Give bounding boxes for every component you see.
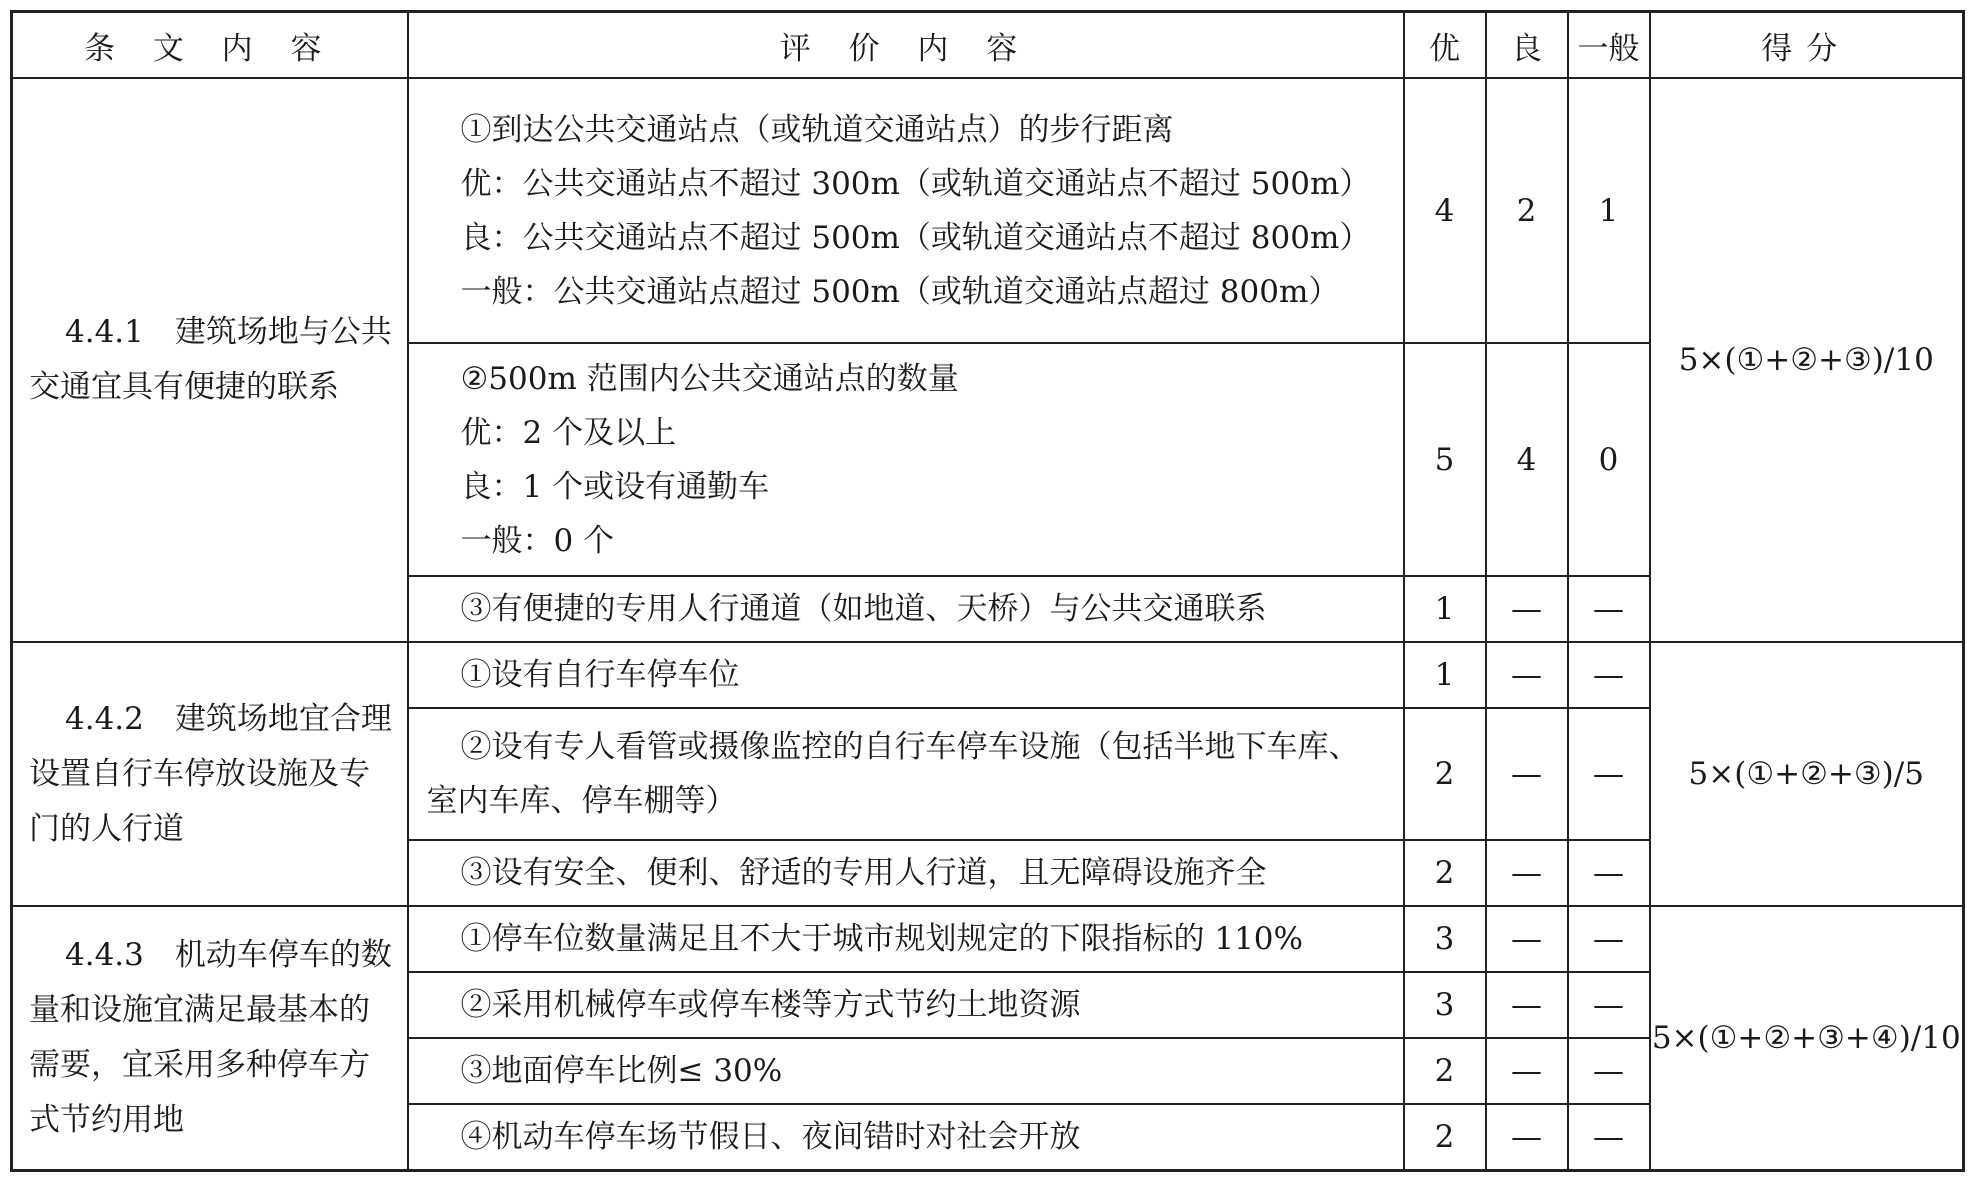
value-good: 4 <box>1486 343 1568 576</box>
criteria-line: ②设有专人看管或摄像监控的自行车停车设施（包括半地下车库、室内车库、停车棚等） <box>426 729 1360 819</box>
criteria-line: 一般：公共交通站点超过 500m（或轨道交通站点超过 800m） <box>460 273 1340 310</box>
value-excellent: 4 <box>1404 78 1486 343</box>
clause-text: 4.4.1 建筑场地与公共交通宜具有便捷的联系 <box>29 314 392 405</box>
criteria-line: ③设有安全、便利、舒适的专用人行道，且无障碍设施齐全 <box>460 855 1267 891</box>
criteria-line: ③有便捷的专用人行通道（如地道、天桥）与公共交通联系 <box>460 591 1267 627</box>
value-good: — <box>1486 576 1568 642</box>
value-average: — <box>1568 708 1650 840</box>
value-average: — <box>1568 906 1650 972</box>
header-average: 一般 <box>1568 12 1650 79</box>
criteria-line: 良：1 个或设有通勤车 <box>460 468 770 505</box>
value-excellent: 2 <box>1404 708 1486 840</box>
criteria-cell <box>408 972 1404 1038</box>
value-good: — <box>1486 642 1568 708</box>
criteria-line: ①到达公共交通站点（或轨道交通站点）的步行距离 <box>460 111 1174 148</box>
criteria-cell <box>408 642 1404 708</box>
header-criteria: 评 价 内 容 <box>408 12 1404 79</box>
value-average: 1 <box>1568 78 1650 343</box>
criteria-cell <box>408 906 1404 972</box>
criteria-line: 优：公共交通站点不超过 300m（或轨道交通站点不超过 500m） <box>460 165 1371 202</box>
value-good: — <box>1486 1038 1568 1104</box>
value-average: — <box>1568 840 1650 906</box>
value-excellent: 1 <box>1404 576 1486 642</box>
value-excellent: 2 <box>1404 1038 1486 1104</box>
score-formula: 5×(①+②+③+④)/10 <box>1650 906 1964 1170</box>
value-excellent: 2 <box>1404 1104 1486 1170</box>
value-good: — <box>1486 840 1568 906</box>
criteria-line: ①设有自行车停车位 <box>460 657 740 693</box>
value-good: 2 <box>1486 78 1568 343</box>
criteria-cell <box>408 708 1404 840</box>
header-good: 良 <box>1486 12 1568 79</box>
value-good: — <box>1486 708 1568 840</box>
value-good: — <box>1486 1104 1568 1170</box>
criteria-line: ②采用机械停车或停车楼等方式节约土地资源 <box>460 987 1081 1023</box>
value-good: — <box>1486 906 1568 972</box>
value-average: — <box>1568 576 1650 642</box>
criteria-line: ③地面停车比例≤ 30% <box>460 1053 783 1089</box>
criteria-cell <box>408 78 1404 343</box>
value-average: 0 <box>1568 343 1650 576</box>
value-excellent: 2 <box>1404 840 1486 906</box>
value-good: — <box>1486 972 1568 1038</box>
clause-text: 4.4.2 建筑场地宜合理设置自行车停放设施及专门的人行道 <box>29 700 392 847</box>
value-average: — <box>1568 1104 1650 1170</box>
value-excellent: 1 <box>1404 642 1486 708</box>
clause-text: 4.4.3 机动车停车的数量和设施宜满足最基本的需要，宜采用多种停车方式节约用地 <box>29 936 392 1138</box>
criteria-cell <box>408 576 1404 642</box>
clause-cell <box>12 642 408 906</box>
criteria-cell <box>408 1104 1404 1170</box>
criteria-line: 良：公共交通站点不超过 500m（或轨道交通站点不超过 800m） <box>460 219 1371 256</box>
value-excellent: 5 <box>1404 343 1486 576</box>
clause-cell <box>12 906 408 1170</box>
value-excellent: 3 <box>1404 972 1486 1038</box>
criteria-cell <box>408 840 1404 906</box>
criteria-line: 一般：0 个 <box>460 522 615 559</box>
value-excellent: 3 <box>1404 906 1486 972</box>
criteria-cell <box>408 1038 1404 1104</box>
value-average: — <box>1568 642 1650 708</box>
criteria-cell <box>408 343 1404 576</box>
header-clause: 条 文 内 容 <box>12 12 408 79</box>
header-excellent: 优 <box>1404 12 1486 79</box>
clause-cell <box>12 78 408 642</box>
header-score: 得分 <box>1650 12 1964 79</box>
value-average: — <box>1568 972 1650 1038</box>
score-formula: 5×(①+②+③)/5 <box>1650 642 1964 906</box>
header-row <box>12 12 1964 79</box>
criteria-line: ①停车位数量满足且不大于城市规划规定的下限指标的 110% <box>460 921 1303 957</box>
table-row <box>12 906 1964 972</box>
table-row <box>12 642 1964 708</box>
criteria-line: 优：2 个及以上 <box>460 414 677 451</box>
value-average: — <box>1568 1038 1650 1104</box>
evaluation-table <box>10 10 1965 1172</box>
score-formula: 5×(①+②+③)/10 <box>1650 78 1964 642</box>
criteria-line: ②500m 范围内公共交通站点的数量 <box>460 360 959 397</box>
table-row <box>12 78 1964 343</box>
criteria-line: ④机动车停车场节假日、夜间错时对社会开放 <box>460 1118 1081 1155</box>
